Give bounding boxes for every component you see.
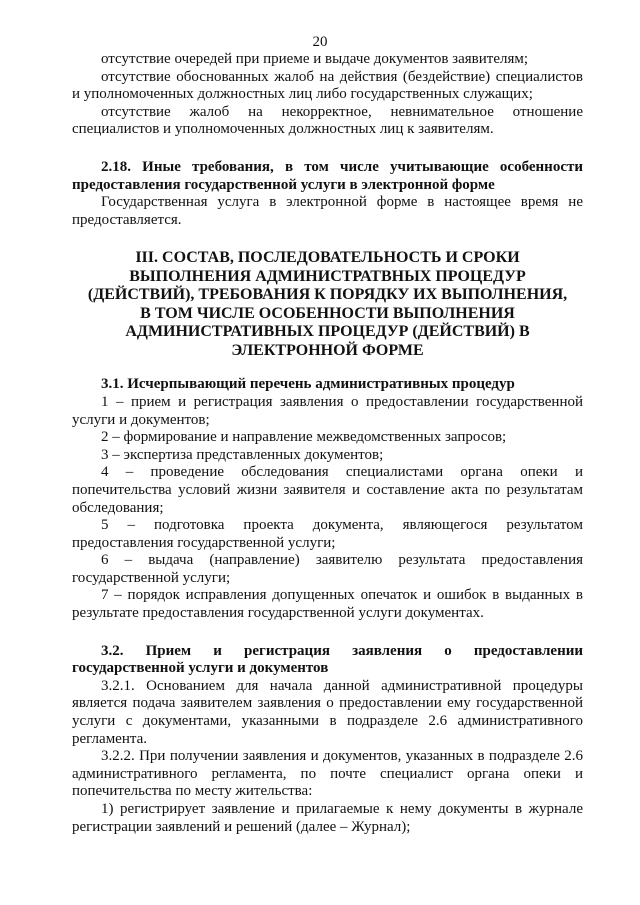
section-heading-3-2: 3.2. Прием и регистрация заявления о предоставлении государственной услуги и документов [72, 642, 583, 677]
list-item: 5 – подготовка проекта документа, являющегося результатом предоставления государственной услуги; [72, 517, 583, 551]
list-item: 7 – порядок исправления допущенных опечаток и ошибок в выданных в результате предоставления государственной услуги документах. [72, 587, 583, 622]
spacer [72, 623, 583, 643]
section-heading-2-18: 2.18. Иные требования, в том числе учитывающие особенности предоставления государственной услуги в электронной форме [72, 158, 583, 193]
section-title-III: III. СОСТАВ, ПОСЛЕДОВАТЕЛЬНОСТЬ И СРОКИ ВЫПОЛНЕНИЯ АДМИНИСТРАТВНЫХ ПРОЦЕДУР (ДЕЙСТВИЙ), ТРЕБОВАНИЯ К ПОРЯДКУ ИХ ВЫПОЛНЕНИЯ, В ТОМ ЧИСЛЕ ОСОБЕННОСТИ ВЫПОЛНЕНИЯ АДМИНИСТРАТИВНЫХ ПРОЦЕДУР (ДЕЙСТВИЙ) В ЭЛЕКТРОННОЙ ФОРМЕ [87, 249, 568, 359]
list-item: отсутствие обоснованных жалоб на действия (бездействие) специалистов и уполномоченных должностных лиц либо государственных служащих; [72, 68, 583, 103]
spacer [72, 360, 583, 376]
list-item: 3 – экспертиза представленных документов; [101, 446, 384, 463]
paragraph: 1) регистрирует заявление и прилагаемые к нему документы в журнале регистрации заявлений и решений (далее – Журнал); [72, 801, 583, 835]
paragraph: 3.2.1. Основанием для начала данной административной процедуры является подача заявителем заявления о предоставлении ему государственной услуги с документами, указанными в подразделе 2.6 административного регламента. [72, 677, 583, 747]
list-item: 1 – прием и регистрация заявления о предоставлении государственной услуги и документов; [72, 393, 583, 428]
list-item: отсутствие очередей при приеме и выдаче документов заявителям; [101, 51, 529, 67]
list-item: 6 – выдача (направление) заявителю результата предоставления государственной услуги; [72, 552, 583, 586]
page-number: 20 [312, 34, 328, 50]
list-item: 4 – проведение обследования специалистами органа опеки и попечительства условий жизни заявителя и составление акта по результатам обследования; [72, 464, 583, 516]
list-item: 2 – формирование и направление межведомственных запросов; [101, 429, 507, 446]
paragraph: Государственная услуга в электронной форме в настоящее время не предоставляется. [72, 194, 583, 228]
spacer [72, 139, 583, 159]
section-heading-3-1: 3.1. Исчерпывающий перечень административных процедур [101, 376, 515, 393]
paragraph: 3.2.2. При получении заявления и документов, указанных в подразделе 2.6 административного регламента, по почте специалист органа опеки и попечительства по месту жительства: [72, 748, 583, 800]
list-item: отсутствие жалоб на некорректное, невнимательное отношение специалистов и уполномоченных должностных лиц к заявителям. [72, 103, 583, 138]
spacer [72, 229, 583, 249]
page-content [72, 51, 583, 836]
